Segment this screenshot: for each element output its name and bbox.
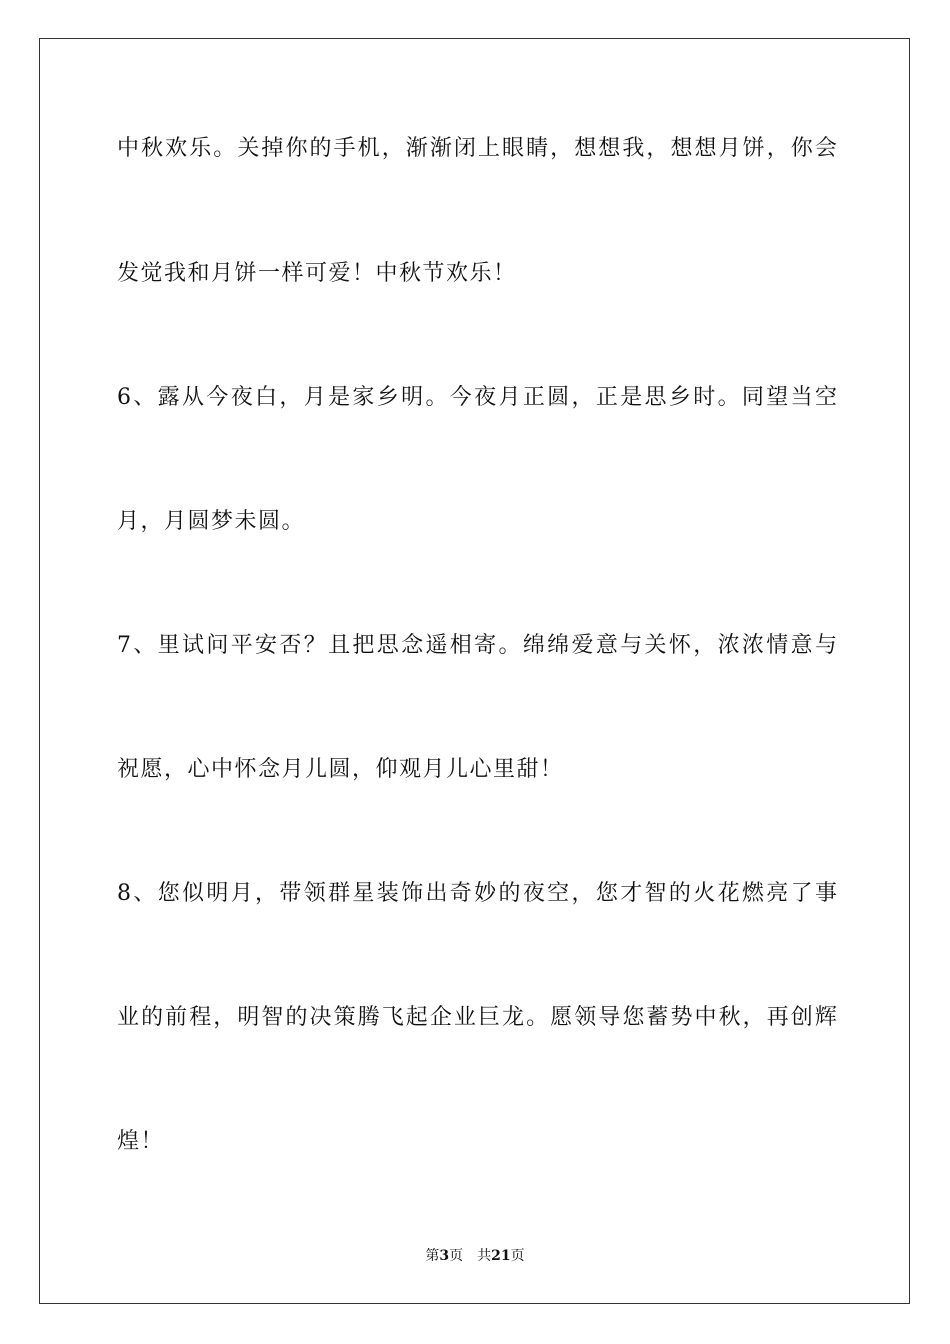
total-prefix: 共: [477, 1248, 492, 1264]
page-prefix: 第: [425, 1248, 440, 1264]
page-border: [39, 38, 910, 1304]
text-line-4: 月，月圆梦未圆。: [117, 509, 306, 534]
total-pages: 21: [491, 1248, 511, 1264]
page-footer: [0, 1246, 950, 1266]
text-line-3: 6 、 露 从 今 夜 白 ， 月 是 家 乡 明 。 今 夜 月 正 圆 ， 正 是 思 乡 时 。 同 望 当 空: [117, 385, 837, 410]
text-line-6: 祝愿，心中怀念月儿圆，仰观月儿心里甜！: [117, 757, 564, 782]
text-line-8: 业 的 前 程 ， 明 智 的 决 策 腾 飞 起 企 业 巨 龙 。 愿 领 导 您 蓄 势 中 秋 ， 再 创 辉: [117, 1005, 837, 1030]
text-line-7: 8 、 您 似 明 月 ， 带 领 群 星 装 饰 出 奇 妙 的 夜 空 ， 您 才 智 的 火 花 燃 亮 了 事: [117, 881, 837, 906]
text-line-9: 煌！: [117, 1129, 165, 1154]
text-line-5: 7 、 里 试 问 平 安 否 ？ 且 把 思 念 遥 相 寄 。 绵 绵 爱 意 与 关 怀 ， 浓 浓 情 意 与: [117, 633, 837, 658]
text-line-1: 中 秋 欢 乐 。 关 掉 你 的 手 机 ， 渐 渐 闭 上 眼 睛 ， 想 想 我 ， 想 想 月 饼 ， 你 会: [117, 136, 837, 161]
total-suffix: 页: [510, 1248, 525, 1264]
page-suffix: 页: [449, 1248, 464, 1264]
text-line-2: 发觉我和月饼一样可爱！中秋节欢乐！: [117, 261, 517, 286]
page-number: 3: [439, 1248, 450, 1264]
